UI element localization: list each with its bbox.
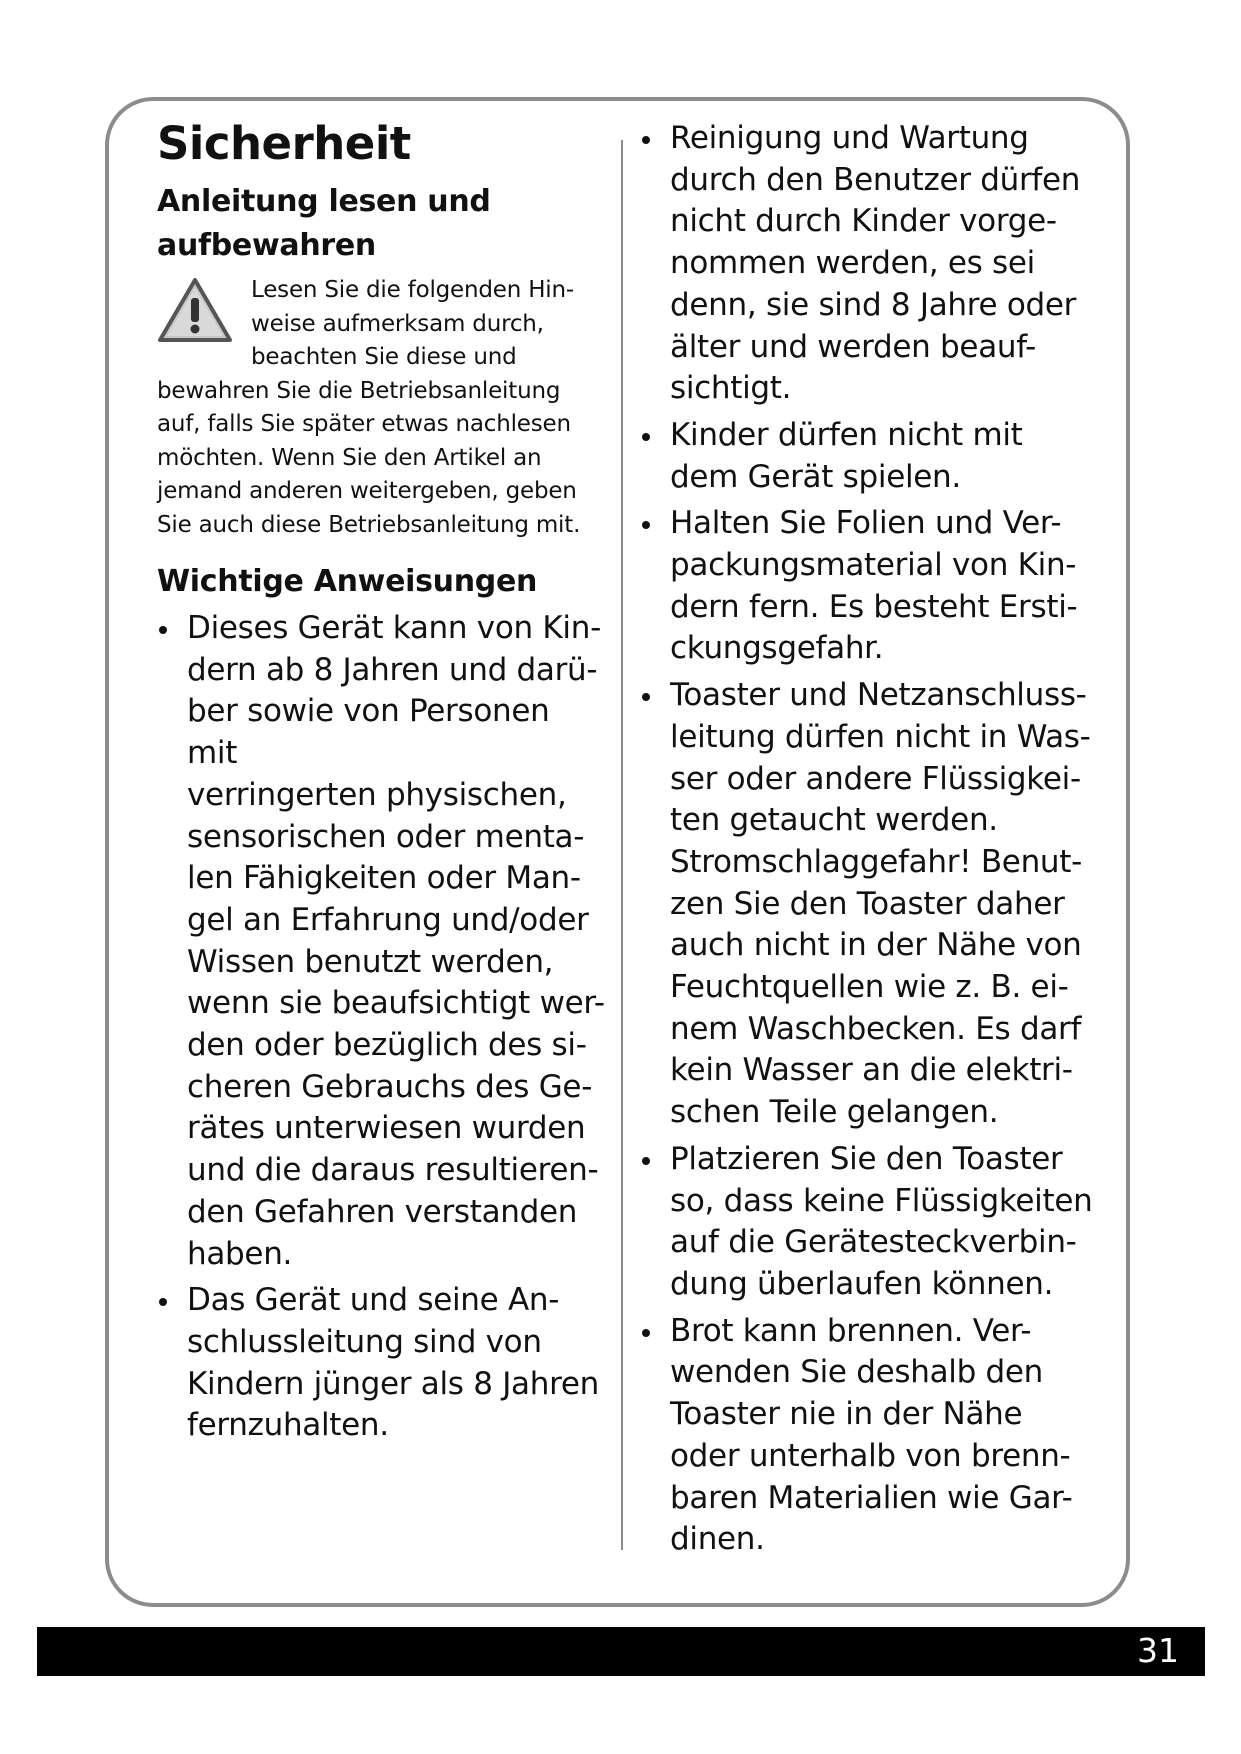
list-item: Das Gerät und seine An- schlussleitung sind von Kindern jünger als 8 Jahren fernzuhalten. bbox=[157, 1280, 607, 1447]
column-divider bbox=[621, 140, 623, 1550]
page-title: Sicherheit bbox=[157, 117, 411, 170]
bullet-icon bbox=[642, 693, 650, 701]
list-item: Reinigung und Wartung durch den Benutzer dürfen nicht durch Kinder vorge- nommen werden, es sei denn, sie sind 8 Jahre oder älter und werden beauf- sichtigt. bbox=[640, 118, 1100, 410]
section-heading-important-instructions: Wichtige Anweisungen bbox=[157, 564, 538, 599]
list-item: Brot kann brennen. Ver- wenden Sie deshalb den Toaster nie in der Nähe oder unterhalb von brenn- baren Materialien wie Gar- dinen. bbox=[640, 1311, 1100, 1561]
section-heading-read-and-keep: Anleitung lesen und aufbewahren bbox=[157, 184, 491, 263]
list-item: Kinder dürfen nicht mit dem Gerät spielen. bbox=[640, 415, 1100, 498]
important-instructions-list bbox=[157, 608, 607, 1447]
bullet-icon bbox=[642, 136, 650, 144]
safety-list bbox=[640, 118, 1100, 1561]
bullet-icon bbox=[642, 521, 650, 529]
list-item: Dieses Gerät kann von Kin- dern ab 8 Jahren und darü- ber sowie von Personen mit verringerten physischen, sensorischen oder menta- len Fähigkeiten oder Man- gel an Erfahrung und/oder Wissen benutzt werden, wenn sie beaufsichtigt wer- den oder bezüglich des si- cheren Gebrauchs des Ge- rätes unterwiesen wurden und die daraus resultieren- den Gefahren verstanden haben. bbox=[157, 608, 607, 1275]
bullet-icon bbox=[642, 1329, 650, 1337]
warning-text: Lesen Sie die folgenden Hin- weise aufmerksam durch, beachten Sie diese und bewahren Sie die Betriebsanleitung auf, falls Sie später etwas nachlesen möchten. Wenn Sie den Artikel an jemand anderen weitergeben, geben Sie auch diese Betriebsanleitung mit. bbox=[157, 277, 581, 538]
bullet-icon bbox=[642, 1157, 650, 1165]
warning-triangle-icon bbox=[157, 276, 233, 344]
list-item: Halten Sie Folien und Ver- packungsmaterial von Kin- dern fern. Es besteht Ersti- ckungsgefahr. bbox=[640, 503, 1100, 670]
bullet-icon bbox=[642, 433, 650, 441]
bullet-icon bbox=[159, 1298, 167, 1306]
footer-bar bbox=[37, 1627, 1205, 1676]
bullet-icon bbox=[159, 626, 167, 634]
list-item: Toaster und Netzanschluss- leitung dürfen nicht in Was- ser oder andere Flüssigkei- ten getaucht werden. Stromschlaggefahr! Benut- zen Sie den Toaster daher auch nicht in der Nähe von Feuchtquellen wie z. B. ei- nem Waschbecken. Es darf kein Wasser an die elektri- schen Teile gelangen. bbox=[640, 675, 1100, 1134]
warning-block bbox=[157, 274, 607, 542]
right-column bbox=[640, 118, 1100, 1566]
page-number: 31 bbox=[1137, 1631, 1179, 1670]
list-item: Platzieren Sie den Toaster so, dass keine Flüssigkeiten auf die Gerätesteckverbin- dung überlaufen können. bbox=[640, 1139, 1100, 1306]
left-column bbox=[157, 112, 607, 1452]
